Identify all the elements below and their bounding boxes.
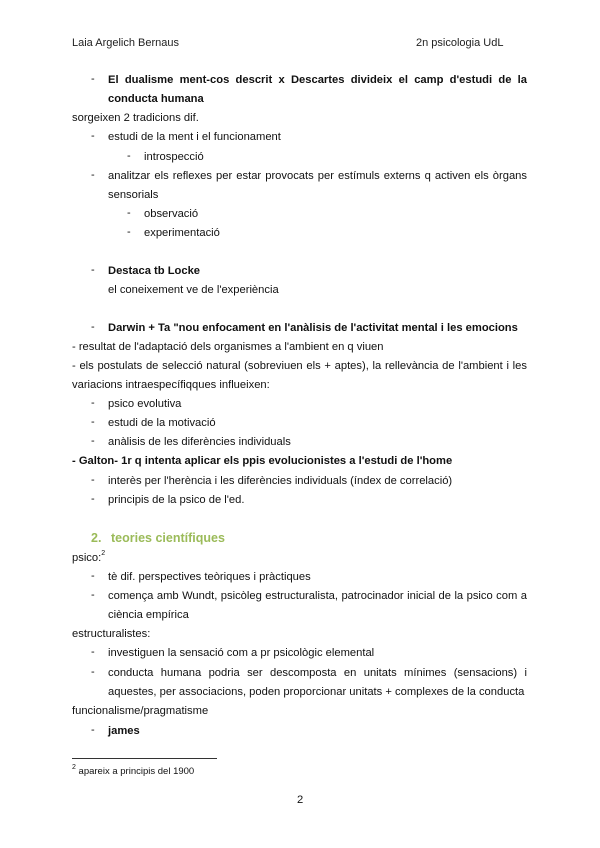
bullet-dash: -	[127, 226, 131, 238]
page-number: 2	[297, 794, 304, 806]
tradition-2-line-1: analitzar els reflexes per estar provocats per estímuls externs q activen els òrgans	[108, 170, 527, 182]
header-author: Laia Argelich Bernaus	[72, 37, 180, 49]
bullet-dash: -	[91, 130, 95, 142]
bullet-dash: -	[91, 321, 95, 333]
bullet-dash: -	[91, 264, 95, 276]
tradition-2-sub-b: experimentació	[144, 227, 220, 239]
structuralists-2-line-1: conducta humana podria ser descomposta en unitats mínimes (sensacions) i	[108, 667, 527, 679]
psico-text: psico:	[72, 552, 102, 564]
structuralists-label: estructuralistes:	[72, 628, 151, 640]
section-2-number: 2.	[91, 531, 102, 545]
influence-3: anàlisis de les diferències individuals	[108, 436, 291, 448]
bullet-dash: -	[127, 150, 131, 162]
footnote-text: apareix a principis del 1900	[78, 766, 195, 777]
footnote-separator	[72, 758, 217, 759]
psico-bullet-1: tè dif. perspectives teòriques i pràctiques	[108, 571, 311, 583]
james-item: james	[108, 725, 140, 737]
bullet-dash: -	[91, 589, 95, 601]
locke-text: el coneixement ve de l'experiència	[108, 284, 279, 296]
bullet-dash: -	[91, 435, 95, 447]
tradition-2-line-2: sensorials	[108, 189, 159, 201]
structuralists-2-line-2: aquestes, per associacions, poden proporcionar unitats + complexes de la conducta	[108, 686, 525, 698]
bullet-dash: -	[91, 646, 95, 658]
locke-heading: Destaca tb Locke	[108, 265, 201, 277]
galton-heading: - Galton- 1r q intenta aplicar els ppis evolucionistes a l'estudi de l'home	[72, 455, 453, 467]
structuralists-1: investiguen la sensació com a pr psicològic elemental	[108, 647, 375, 659]
galton-2: principis de la psico de l'ed.	[108, 494, 245, 506]
tradition-1: estudi de la ment i el funcionament	[108, 131, 281, 143]
darwin-result: - resultat de l'adaptació dels organismes a l'ambient en q viuen	[72, 341, 384, 353]
bullet-dash: -	[91, 416, 95, 428]
footnote	[72, 765, 194, 779]
bullet-dash: -	[91, 493, 95, 505]
functionalism-label: funcionalisme/pragmatisme	[72, 705, 209, 717]
bullet-dash: -	[91, 666, 95, 678]
psico-bullet-2-line-1: comença amb Wundt, psicòleg estructuralista, patrocinador inicial de la psico com a	[108, 590, 527, 602]
section-2-title: teories científiques	[111, 531, 225, 545]
bullet-dash: -	[91, 397, 95, 409]
darwin-postulates-line-2: variacions intraespecífiqques influeixen:	[72, 379, 270, 391]
traditions-text: sorgeixen 2 tradicions dif.	[72, 112, 199, 124]
influence-2: estudi de la motivació	[108, 417, 216, 429]
footnote-number: 2	[72, 763, 76, 771]
tradition-1-sub: introspecció	[144, 151, 204, 163]
influence-1: psico evolutiva	[108, 398, 182, 410]
bullet-dash: -	[91, 570, 95, 582]
psico-label	[72, 551, 105, 565]
dualism-line-1: El dualisme ment-cos descrit x Descartes divideix el camp d'estudi de la	[108, 74, 527, 86]
bullet-dash: -	[91, 73, 95, 85]
galton-1: interès per l'herència i les diferències individuals (índex de correlació)	[108, 475, 453, 487]
tradition-2-sub-a: observació	[144, 208, 199, 220]
bullet-dash: -	[91, 724, 95, 736]
psico-bullet-2-line-2: ciència empírica	[108, 609, 189, 621]
footnote-ref[interactable]: 2	[101, 550, 106, 558]
darwin-heading: Darwin + Ta "nou enfocament en l'anàlisis de l'activitat mental i les emocions	[108, 322, 518, 334]
dualism-line-2: conducta humana	[108, 93, 204, 105]
header-course: 2n psicologia UdL	[416, 37, 504, 49]
bullet-dash: -	[91, 474, 95, 486]
bullet-dash: -	[127, 207, 131, 219]
darwin-postulates-line-1: - els postulats de selecció natural (sobreviuen els + aptes), la rellevància de l'ambient i les	[72, 360, 527, 372]
bullet-dash: -	[91, 169, 95, 181]
